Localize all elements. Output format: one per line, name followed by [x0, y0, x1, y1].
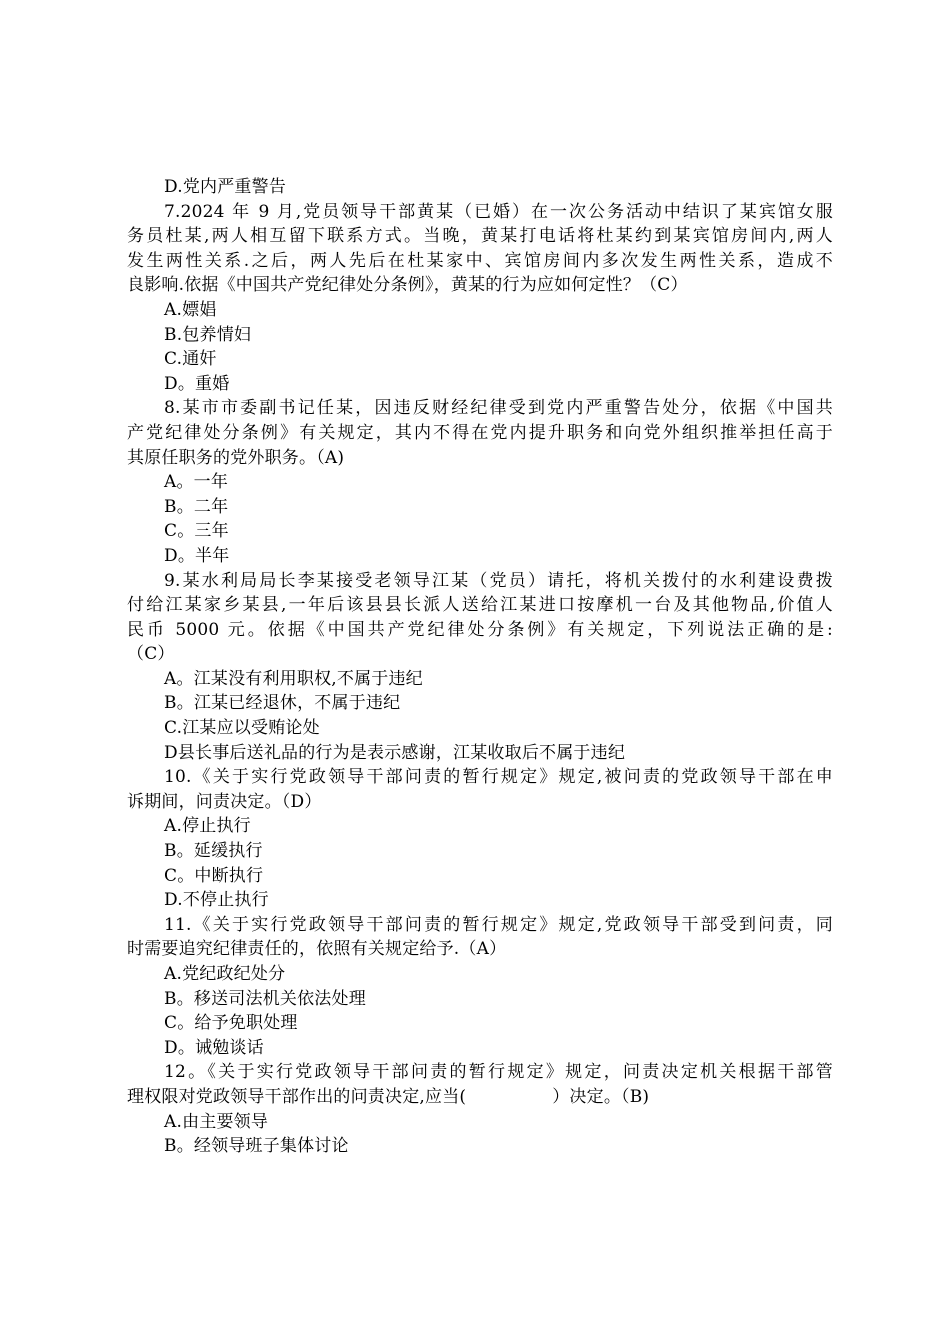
text-line: （C） [127, 644, 175, 665]
text-line: 产党纪律处分条例》有关规定，其内不得在党内提升职务和向党外组织推举担任高于 [127, 422, 833, 443]
text-line: 10.《关于实行党政领导干部问责的暂行规定》规定,被问责的党政领导干部在申 [164, 767, 833, 788]
text-line: D.不停止执行 [164, 890, 269, 911]
text-line: D。诫勉谈话 [164, 1037, 264, 1058]
text-line: B。延缓执行 [164, 841, 263, 862]
text-line: 务员杜某,两人相互留下联系方式。当晚，黄某打电话将杜某约到某宾馆房间内,两人 [127, 226, 833, 247]
text-line: 民币 5000 元。依据《中国共产党纪律处分条例》有关规定，下列说法正确的是: [127, 619, 833, 640]
text-line: A.由主要领导 [164, 1111, 269, 1132]
text-line: A.党纪政纪处分 [164, 964, 286, 984]
text-line: B。江某已经退休，不属于违纪 [164, 693, 401, 714]
text-line: D.党内严重警告 [164, 177, 287, 197]
text-line: 7.2024 年 9 月,党员领导干部黄某（已婚）在一次公务活动中结识了某宾馆女服 [164, 201, 833, 222]
text-line: C。三年 [164, 521, 229, 542]
text-line: 9.某水利局局长李某接受老领导江某（党员）请托，将机关拨付的水利建设费拨 [164, 570, 833, 591]
text-line: 诉期间，问责决定。（D） [127, 791, 322, 812]
text-line: D。半年 [164, 545, 230, 566]
document-body [127, 175, 833, 1159]
text-line: C.通奸 [164, 349, 217, 370]
text-line: A.嫖娼 [164, 299, 217, 320]
text-line: A.停止执行 [164, 816, 251, 837]
text-line: B.包养情妇 [164, 324, 252, 345]
text-line: 良影响.依据《中国共产党纪律处分条例》，黄某的行为应如何定性？（C） [127, 275, 688, 296]
text-line: C.江某应以受贿论处 [164, 718, 320, 739]
text-line: A。江某没有利用职权,不属于违纪 [164, 668, 423, 689]
text-line: 付给江某家乡某县,一年后该县县长派人送给江某进口按摩机一台及其他物品,价值人 [127, 595, 833, 616]
text-line: 理权限对党政领导干部作出的问责决定,应当( ）决定。（B) [127, 1086, 650, 1107]
text-line: 其原任职务的党外职务。（A) [127, 447, 345, 468]
text-line: C。给予免职处理 [164, 1013, 298, 1034]
text-line: D。重婚 [164, 373, 230, 394]
text-line: B。移送司法机关依法处理 [164, 988, 366, 1009]
text-line: A。一年 [164, 472, 229, 493]
text-line: B。经领导班子集体讨论 [164, 1136, 349, 1157]
text-line: 发生两性关系.之后，两人先后在杜某家中、宾馆房间内多次发生两性关系，造成不 [127, 250, 833, 271]
text-line: D县长事后送礼品的行为是表示感谢，江某收取后不属于违纪 [164, 742, 626, 763]
text-line: 8.某市市委副书记任某，因违反财经纪律受到党内严重警告处分，依据《中国共 [164, 398, 833, 419]
text-line: 12。《关于实行党政领导干部问责的暂行规定》规定，问责决定机关根据干部管 [164, 1062, 833, 1083]
text-line: B。二年 [164, 496, 229, 517]
text-line: C。中断执行 [164, 865, 264, 886]
text-line: 时需要追究纪律责任的，依照有关规定给予.（A） [127, 939, 507, 960]
text-line: 11.《关于实行党政领导干部问责的暂行规定》规定,党政领导干部受到问责，同 [164, 914, 833, 935]
